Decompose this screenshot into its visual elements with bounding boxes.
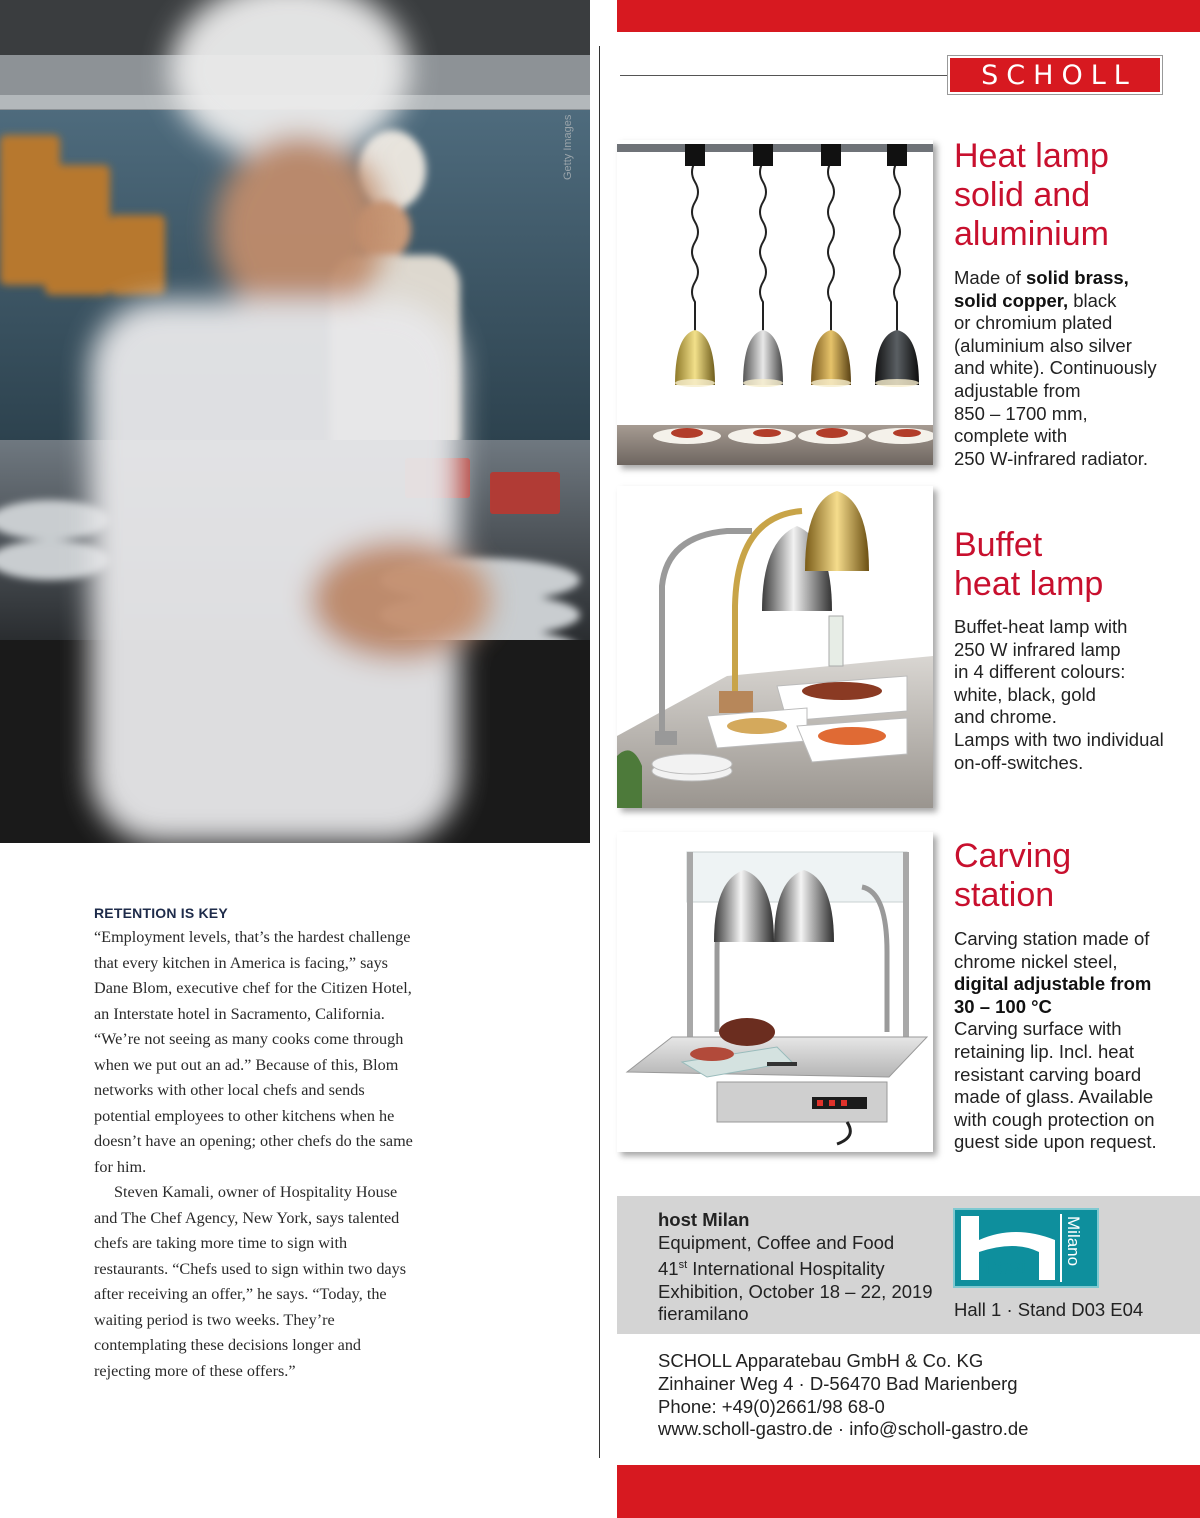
article-paragraph-2: Steven Kamali, owner of Hospitality House and The Chef Agency, New York, says talented chefs are taking more time to sign with restaurants. “Chefs used to sign within two days after receiving an offer,” he says. “Today, the waiting period is two weeks. They’re contemplating these decisions longer and rejecting more of these offers.” [94, 1183, 407, 1380]
trade-fair-info [658, 1209, 948, 1326]
product-3-title-line-2: station [954, 876, 1055, 914]
product-3-description [954, 928, 1194, 1154]
product-3-desc-line: made of glass. Available [954, 1086, 1154, 1108]
product-3-title [954, 837, 1071, 915]
product-3-desc-line: Carving station made of [954, 928, 1150, 949]
ad-top-band [617, 0, 1200, 32]
product-1-desc-line: 250 W-infrared radiator. [954, 447, 1149, 469]
article-paragraph-1: “Employment levels, that’s the hardest challenge that every kitchen in America is facing,” says Dane Blom, executive chef for the Citizen Hotel, an Interstate hotel in Sacramento, California. “We’re not seeing as many cooks come through when we put out an ad.” Because of this, Blom networks with other local chefs and sends potential employees to other kitchens when he doesn’t have an opening; other chefs do the same for him. [94, 928, 413, 1176]
article-column [94, 903, 414, 1384]
product-1-desc-line: or chromium plated [954, 312, 1113, 334]
product-2-desc-line: 250 W infrared lamp [954, 638, 1121, 660]
host-milano-logo [953, 1208, 1099, 1288]
ad-bottom-band [617, 1465, 1200, 1518]
product-3-desc-bold: digital adjustable from [954, 973, 1152, 995]
product-1-desc-line: complete with [954, 425, 1068, 447]
product-1-desc-bold-1: solid brass, [1026, 267, 1129, 288]
fair-name: host Milan [658, 1209, 750, 1230]
product-3-desc-line: Carving surface with [954, 1018, 1122, 1040]
product-1-desc-line: black [1068, 289, 1117, 311]
fair-line-2: International Hospitality [687, 1258, 885, 1280]
host-logo-word: host [985, 1254, 1027, 1279]
product-3-desc-line: chrome nickel steel, [954, 950, 1118, 972]
product-1-title-line-3: aluminium [954, 215, 1109, 253]
product-2-title-line-2: heat lamp [954, 565, 1104, 603]
product-2-desc-line: Buffet-heat lamp with [954, 616, 1128, 637]
product-1-desc-line: (aluminium also silver [954, 334, 1132, 356]
product-2-description [954, 616, 1194, 774]
kitchen-scene [0, 0, 590, 843]
gutter-divider [599, 46, 600, 1458]
product-1-desc-bold-2: solid copper, [954, 289, 1069, 311]
carving-station-illustration [617, 832, 933, 1152]
product-2-title-line-1: Buffet [954, 526, 1043, 564]
product-2-title [954, 526, 1103, 604]
company-contact [658, 1350, 1028, 1441]
product-2-desc-line: on-off-switches. [954, 751, 1084, 773]
product-2-desc-line: Lamps with two individual [954, 728, 1164, 750]
product-1-description [954, 267, 1194, 470]
host-logo-mark [955, 1210, 1097, 1286]
host-logo-city: Milano [1064, 1216, 1083, 1267]
company-phone: Phone: +49(0)2661/98 68-0 [658, 1395, 885, 1417]
product-1-desc-line: and white). Continuously [954, 357, 1157, 379]
product-2-desc-line: and chrome. [954, 706, 1057, 728]
buffet-lamp-image [617, 486, 933, 808]
product-3-desc-line: with cough protection on [954, 1108, 1155, 1130]
fair-venue: fieramilano [658, 1303, 749, 1325]
product-1-desc-line: 850 – 1700 mm, [954, 402, 1088, 424]
product-1-desc-pre: Made of [954, 267, 1026, 288]
scholl-logo [948, 56, 1162, 94]
product-1-title-line-1: Heat lamp [954, 137, 1109, 175]
product-3-desc-bold: 30 – 100 °C [954, 995, 1052, 1017]
product-3-title-line-1: Carving [954, 837, 1072, 875]
heat-lamp-image [617, 140, 933, 465]
kitchen-photo [0, 0, 590, 843]
company-web-email[interactable]: www.scholl-gastro.de · info@scholl-gastro.de [658, 1418, 1029, 1440]
fair-line-1: Equipment, Coffee and Food [658, 1231, 895, 1253]
product-1-desc-line: adjustable from [954, 379, 1081, 401]
fair-dates: Exhibition, October 18 – 22, 2019 [658, 1280, 933, 1302]
product-1-title [954, 137, 1109, 254]
fair-stand: Hall 1 · Stand D03 E04 [954, 1299, 1144, 1320]
product-3-desc-line: retaining lip. Incl. heat [954, 1040, 1134, 1062]
carving-station-image [617, 832, 933, 1152]
fair-edition-suffix: st [678, 1259, 688, 1271]
fair-edition: 41 [658, 1258, 679, 1280]
product-3-desc-line: resistant carving board [954, 1063, 1142, 1085]
product-2-desc-line: white, black, gold [954, 683, 1096, 705]
logo-rule [620, 75, 950, 76]
buffet-lamp-illustration [617, 486, 933, 808]
product-1-title-line-2: solid and [954, 176, 1091, 214]
product-3-desc-line: guest side upon request. [954, 1131, 1157, 1153]
heat-lamp-illustration [617, 140, 933, 465]
photo-credit: Getty Images [562, 114, 574, 180]
scholl-logo-text: SCHOLL [981, 59, 1137, 91]
product-2-desc-line: in 4 different colours: [954, 661, 1126, 683]
article-heading: RETENTION IS KEY [94, 905, 228, 921]
company-name: SCHOLL Apparatebau GmbH & Co. KG [658, 1350, 984, 1371]
company-address: Zinhainer Weg 4 · D-56470 Bad Marienberg [658, 1372, 1018, 1394]
